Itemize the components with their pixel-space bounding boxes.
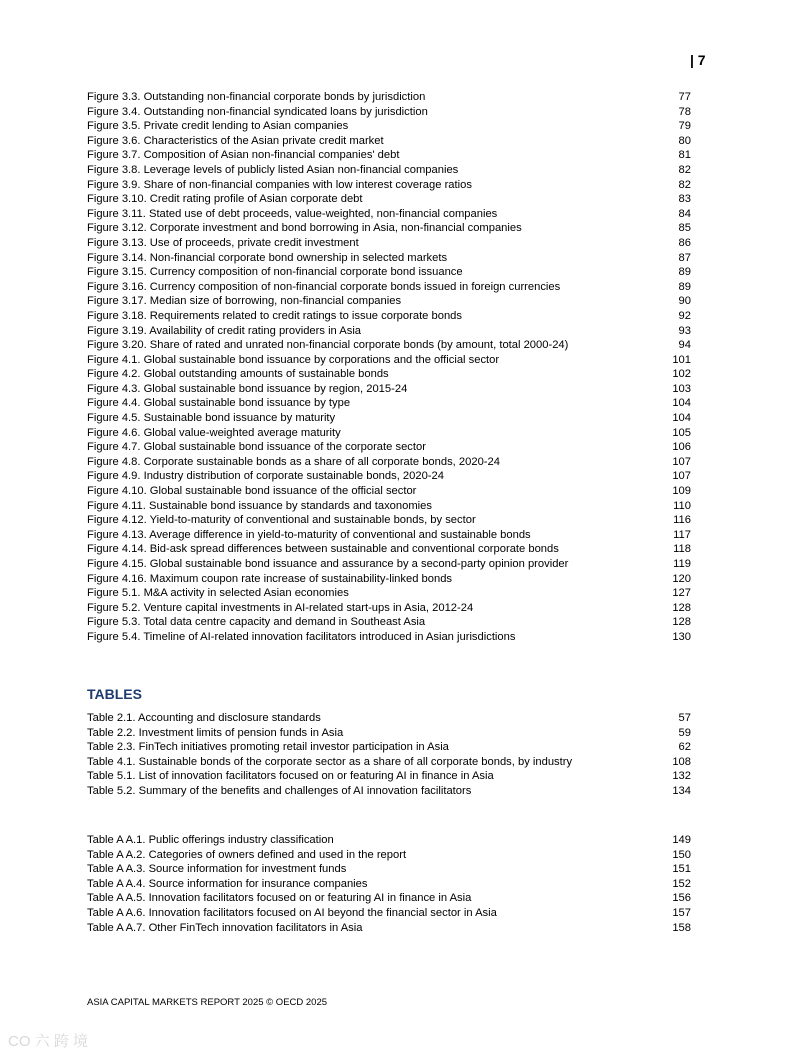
toc-entry-page: 94 (678, 339, 691, 352)
toc-entry-label: Figure 4.12. Yield-to-maturity of conventional and sustainable bonds, by sector (87, 514, 476, 527)
toc-entry[interactable] (87, 711, 691, 726)
toc-entry-page: 80 (678, 134, 691, 147)
toc-entry-label: Figure 4.15. Global sustainable bond issuance and assurance by a second-party opinion provider (87, 558, 569, 570)
toc-entry-label: Table 5.2. Summary of the benefits and challenges of AI innovation facilitators (87, 784, 472, 797)
toc-entry-label: Figure 3.4. Outstanding non-financial syndicated loans by jurisdiction (87, 105, 428, 118)
toc-entry-label: Table A A.6. Innovation facilitators focused on AI beyond the financial sector in Asia (87, 906, 497, 919)
toc-entry-page: 151 (672, 863, 691, 876)
toc-entry[interactable] (87, 586, 691, 601)
toc-entry[interactable] (87, 426, 691, 441)
toc-entry-label: Figure 4.8. Corporate sustainable bonds as a share of all corporate bonds, 2020-24 (87, 455, 500, 468)
toc-entry-label: Figure 3.20. Share of rated and unrated non-financial corporate bonds (by amount, total 2000-24) (87, 339, 569, 352)
toc-entry[interactable] (87, 396, 691, 411)
toc-entry-label: Figure 3.13. Use of proceeds, private credit investment (87, 236, 359, 249)
toc-entry[interactable] (87, 251, 691, 266)
toc-entry-page: 107 (672, 470, 691, 483)
toc-entry-label: Figure 4.13. Average difference in yield-to-maturity of conventional and sustainable bonds (87, 528, 531, 541)
watermark-logo: CO 六 跨 境 (8, 1033, 89, 1050)
toc-entry[interactable] (87, 513, 691, 528)
toc-entry-label: Figure 3.8. Leverage levels of publicly listed Asian non-financial companies (87, 163, 459, 176)
toc-entry[interactable] (87, 862, 691, 877)
toc-entry-page: 82 (678, 178, 691, 191)
toc-entry-label: Figure 3.12. Corporate investment and bond borrowing in Asia, non-financial companies (87, 222, 522, 235)
toc-entry-page: 93 (678, 324, 691, 337)
toc-entry-page: 103 (672, 382, 691, 395)
toc-entry[interactable] (87, 324, 691, 339)
toc-entry[interactable] (87, 784, 691, 799)
toc-entry-label: Figure 4.4. Global sustainable bond issuance by type (87, 397, 351, 410)
toc-entry[interactable] (87, 755, 691, 770)
toc-entry-page: 132 (672, 770, 691, 783)
toc-entry[interactable] (87, 367, 691, 382)
toc-entry-label: Figure 5.4. Timeline of AI-related innovation facilitators introduced in Asian jurisdictions (87, 630, 516, 643)
toc-entry-label: Figure 3.18. Requirements related to credit ratings to issue corporate bonds (87, 309, 462, 322)
toc-entry-page: 62 (678, 741, 691, 754)
toc-entry[interactable] (87, 833, 691, 848)
toc-entry-page: 84 (678, 207, 691, 220)
toc-entry[interactable] (87, 134, 691, 149)
toc-entry-page: 118 (673, 543, 691, 556)
toc-entry-page: 107 (672, 455, 691, 468)
toc-entry-page: 92 (678, 309, 691, 322)
toc-entry-label: Figure 4.7. Global sustainable bond issuance of the corporate sector (87, 441, 426, 454)
toc-entry-label: Figure 4.10. Global sustainable bond issuance of the official sector (87, 485, 417, 498)
toc-entry[interactable] (87, 440, 691, 455)
toc-entry-label: Figure 4.5. Sustainable bond issuance by maturity (87, 412, 336, 425)
toc-entry-page: 119 (673, 558, 691, 570)
toc-entry-label: Figure 4.11. Sustainable bond issuance by standards and taxonomies (87, 499, 432, 512)
toc-entry[interactable] (87, 119, 691, 134)
toc-entry[interactable] (87, 353, 691, 368)
toc-entry[interactable] (87, 528, 691, 543)
toc-entry[interactable] (87, 411, 691, 426)
toc-entry[interactable] (87, 236, 691, 251)
toc-entry[interactable] (87, 921, 691, 936)
toc-entry-page: 127 (672, 587, 691, 600)
toc-entry-page: 57 (678, 712, 691, 724)
toc-entry-page: 128 (672, 601, 691, 614)
toc-entry-label: Figure 3.7. Composition of Asian non-financial companies' debt (87, 149, 400, 162)
toc-entry-label: Figure 4.9. Industry distribution of corporate sustainable bonds, 2020-24 (87, 470, 444, 483)
toc-entry[interactable] (87, 265, 691, 280)
footer-copyright: ASIA CAPITAL MARKETS REPORT 2025 © OECD 2025 (87, 997, 328, 1008)
tables-list (87, 711, 691, 799)
toc-entry-label: Figure 5.2. Venture capital investments in AI-related start-ups in Asia, 2012-24 (87, 601, 474, 614)
toc-entry[interactable] (87, 726, 691, 741)
toc-entry-page: 108 (672, 755, 691, 768)
toc-entry-label: Figure 4.1. Global sustainable bond issuance by corporations and the official sector (87, 353, 500, 366)
toc-entry-page: 77 (678, 91, 691, 103)
toc-entry-label: Table A A.4. Source information for insurance companies (87, 877, 368, 890)
page-number: | 7 (690, 52, 706, 68)
tables-heading: TABLES (87, 686, 142, 702)
figures-list (87, 90, 691, 645)
toc-entry-label: Table A A.5. Innovation facilitators focused on or featuring AI in finance in Asia (87, 892, 472, 905)
toc-entry[interactable] (87, 382, 691, 397)
toc-entry-page: 104 (672, 397, 691, 410)
toc-entry-page: 79 (678, 120, 691, 133)
toc-entry-page: 134 (672, 784, 691, 797)
toc-entry-page: 110 (673, 499, 691, 512)
toc-entry-label: Figure 3.3. Outstanding non-financial corporate bonds by jurisdiction (87, 91, 426, 103)
toc-entry-page: 130 (672, 630, 691, 643)
toc-entry[interactable] (87, 148, 691, 163)
toc-entry[interactable] (87, 572, 691, 587)
toc-entry-label: Table A A.1. Public offerings industry classification (87, 834, 334, 846)
toc-entry-page: 85 (678, 222, 691, 235)
toc-entry-label: Figure 4.6. Global value-weighted average maturity (87, 426, 341, 439)
toc-entry-label: Figure 4.2. Global outstanding amounts of sustainable bonds (87, 368, 389, 381)
toc-entry-label: Table A A.2. Categories of owners defined and used in the report (87, 848, 407, 861)
toc-entry-label: Figure 5.1. M&A activity in selected Asian economies (87, 587, 349, 600)
toc-entry-page: 116 (673, 514, 691, 527)
toc-entry-label: Figure 3.11. Stated use of debt proceeds, value-weighted, non-financial companies (87, 207, 498, 220)
toc-entry-page: 150 (672, 848, 691, 861)
toc-entry-page: 152 (672, 877, 691, 890)
toc-entry[interactable] (87, 294, 691, 309)
toc-entry[interactable] (87, 601, 691, 616)
toc-entry-page: 83 (678, 193, 691, 206)
toc-entry-page: 149 (672, 834, 691, 846)
toc-entry[interactable] (87, 192, 691, 207)
toc-entry[interactable] (87, 484, 691, 499)
toc-entry[interactable] (87, 309, 691, 324)
toc-entry[interactable] (87, 221, 691, 236)
toc-entry[interactable] (87, 90, 691, 105)
toc-entry-label: Figure 3.19. Availability of credit rating providers in Asia (87, 324, 362, 337)
toc-entry-label: Figure 3.10. Credit rating profile of Asian corporate debt (87, 193, 363, 206)
toc-entry-page: 86 (678, 236, 691, 249)
toc-entry[interactable] (87, 877, 691, 892)
toc-entry-label: Figure 3.15. Currency composition of non-financial corporate bond issuance (87, 266, 463, 279)
toc-entry-page: 59 (678, 726, 691, 739)
toc-entry-label: Figure 3.16. Currency composition of non-financial corporate bonds issued in foreign currencies (87, 280, 561, 293)
toc-entry-page: 156 (672, 892, 691, 905)
toc-entry-page: 104 (672, 412, 691, 425)
toc-entry[interactable] (87, 207, 691, 222)
toc-entry-label: Table 5.1. List of innovation facilitators focused on or featuring AI in finance in Asia (87, 770, 494, 783)
toc-entry-label: Figure 3.14. Non-financial corporate bond ownership in selected markets (87, 251, 448, 264)
toc-entry[interactable] (87, 105, 691, 120)
toc-entry-label: Figure 4.3. Global sustainable bond issuance by region, 2015-24 (87, 382, 408, 395)
toc-entry[interactable] (87, 455, 691, 470)
toc-entry[interactable] (87, 769, 691, 784)
toc-entry-page: 106 (672, 441, 691, 454)
annex-tables-list (87, 833, 691, 935)
toc-entry-label: Table A A.7. Other FinTech innovation facilitators in Asia (87, 921, 363, 934)
toc-entry-page: 89 (678, 266, 691, 279)
toc-entry-page: 105 (672, 426, 691, 439)
toc-entry-label: Figure 4.14. Bid-ask spread differences between sustainable and conventional corporate bonds (87, 543, 559, 556)
toc-entry[interactable] (87, 163, 691, 178)
toc-entry-label: Figure 3.6. Characteristics of the Asian private credit market (87, 134, 384, 147)
toc-entry-page: 117 (673, 528, 691, 541)
toc-entry-page: 90 (678, 295, 691, 308)
toc-entry[interactable] (87, 178, 691, 193)
toc-entry-page: 82 (678, 163, 691, 176)
toc-entry-page: 157 (672, 906, 691, 919)
toc-entry[interactable] (87, 542, 691, 557)
toc-entry-label: Table 4.1. Sustainable bonds of the corporate sector as a share of all corporate bonds, by industry (87, 755, 573, 768)
toc-entry-label: Figure 3.17. Median size of borrowing, non-financial companies (87, 295, 402, 308)
toc-entry[interactable] (87, 740, 691, 755)
toc-entry-page: 101 (672, 353, 691, 366)
toc-entry-page: 158 (672, 921, 691, 934)
toc-entry[interactable] (87, 469, 691, 484)
toc-entry[interactable] (87, 630, 691, 645)
toc-entry[interactable] (87, 891, 691, 906)
toc-entry[interactable] (87, 280, 691, 295)
toc-entry-label: Figure 3.9. Share of non-financial companies with low interest coverage ratios (87, 178, 472, 191)
toc-entry[interactable] (87, 906, 691, 921)
toc-entry-label: Table 2.1. Accounting and disclosure standards (87, 712, 321, 724)
toc-entry[interactable] (87, 557, 691, 572)
toc-entry[interactable] (87, 615, 691, 630)
toc-entry-page: 120 (672, 572, 691, 585)
toc-entry-page: 109 (672, 485, 691, 498)
toc-entry-label: Table 2.2. Investment limits of pension funds in Asia (87, 726, 344, 739)
toc-entry-page: 128 (672, 616, 691, 629)
toc-entry-page: 78 (678, 105, 691, 118)
toc-entry-page: 102 (672, 368, 691, 381)
toc-entry-label: Table A A.3. Source information for investment funds (87, 863, 347, 876)
toc-entry[interactable] (87, 338, 691, 353)
toc-entry[interactable] (87, 499, 691, 514)
toc-entry-label: Figure 4.16. Maximum coupon rate increase of sustainability-linked bonds (87, 572, 453, 585)
toc-entry-label: Table 2.3. FinTech initiatives promoting retail investor participation in Asia (87, 741, 449, 754)
toc-entry-label: Figure 3.5. Private credit lending to Asian companies (87, 120, 349, 133)
toc-entry[interactable] (87, 848, 691, 863)
toc-entry-page: 89 (678, 280, 691, 293)
toc-entry-page: 81 (678, 149, 691, 162)
toc-entry-page: 87 (678, 251, 691, 264)
toc-entry-label: Figure 5.3. Total data centre capacity and demand in Southeast Asia (87, 616, 426, 629)
